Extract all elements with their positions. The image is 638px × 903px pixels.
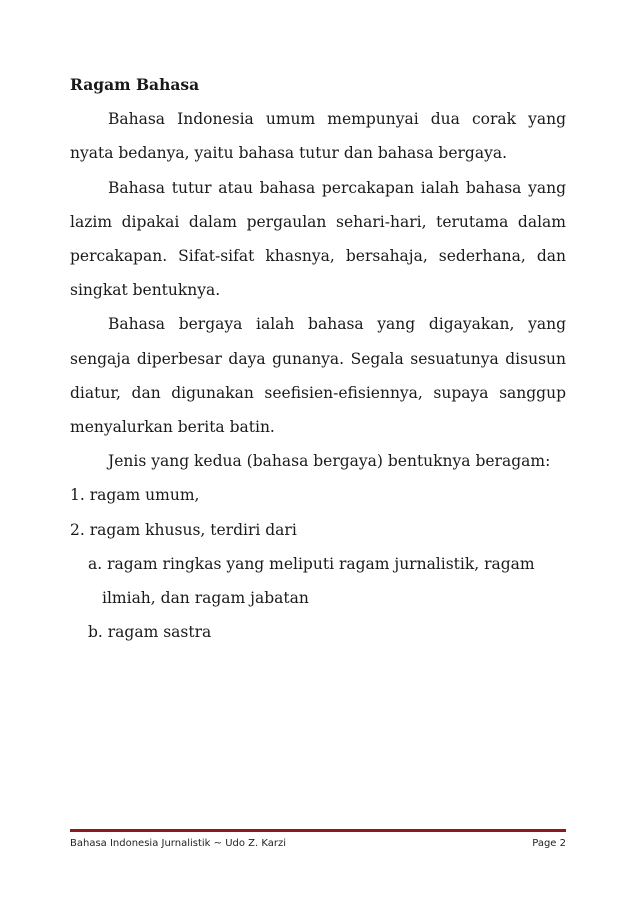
paragraph-2: Bahasa tutur atau bahasa percakapan ialah bahasa yang lazim dipakai dalam pergaulan sehari-hari, terutama dalam percakapan. Sifat-sifat khasnya, bersahaja, sederhana, dan singkat bentuknya. [70,178,566,300]
footer-divider [70,829,566,832]
page-footer [70,838,566,849]
paragraph-4: Jenis yang kedua (bahasa bergaya) bentuknya beragam: [108,452,551,471]
section-title: Ragam Bahasa [70,75,200,94]
list-item-2: 2. ragam khusus, terdiri dari [70,520,297,539]
page-number: Page 2 [532,838,566,849]
sub-list [70,547,566,650]
sub-list-item-b: b. ragam sastra [88,623,212,642]
footer-left-text: Bahasa Indonesia Jurnalistik ~ Udo Z. Karzi [70,838,287,849]
sub-list-item-a: a. ragam ringkas yang meliputi ragam jurnalistik, ragam ilmiah, dan ragam jabatan [88,554,535,608]
paragraph-3: Bahasa bergaya ialah bahasa yang digayakan, yang sengaja diperbesar daya gunanya. Segala sesuatunya disusun diatur, dan digunakan seefisien-efisiennya, supaya sanggup menyalurkan berita batin. [70,315,566,437]
page-body [70,68,566,649]
paragraph-1: Bahasa Indonesia umum mempunyai dua corak yang nyata bedanya, yaitu bahasa tutur dan bahasa bergaya. [70,110,566,163]
list-item-1: 1. ragam umum, [70,486,200,505]
